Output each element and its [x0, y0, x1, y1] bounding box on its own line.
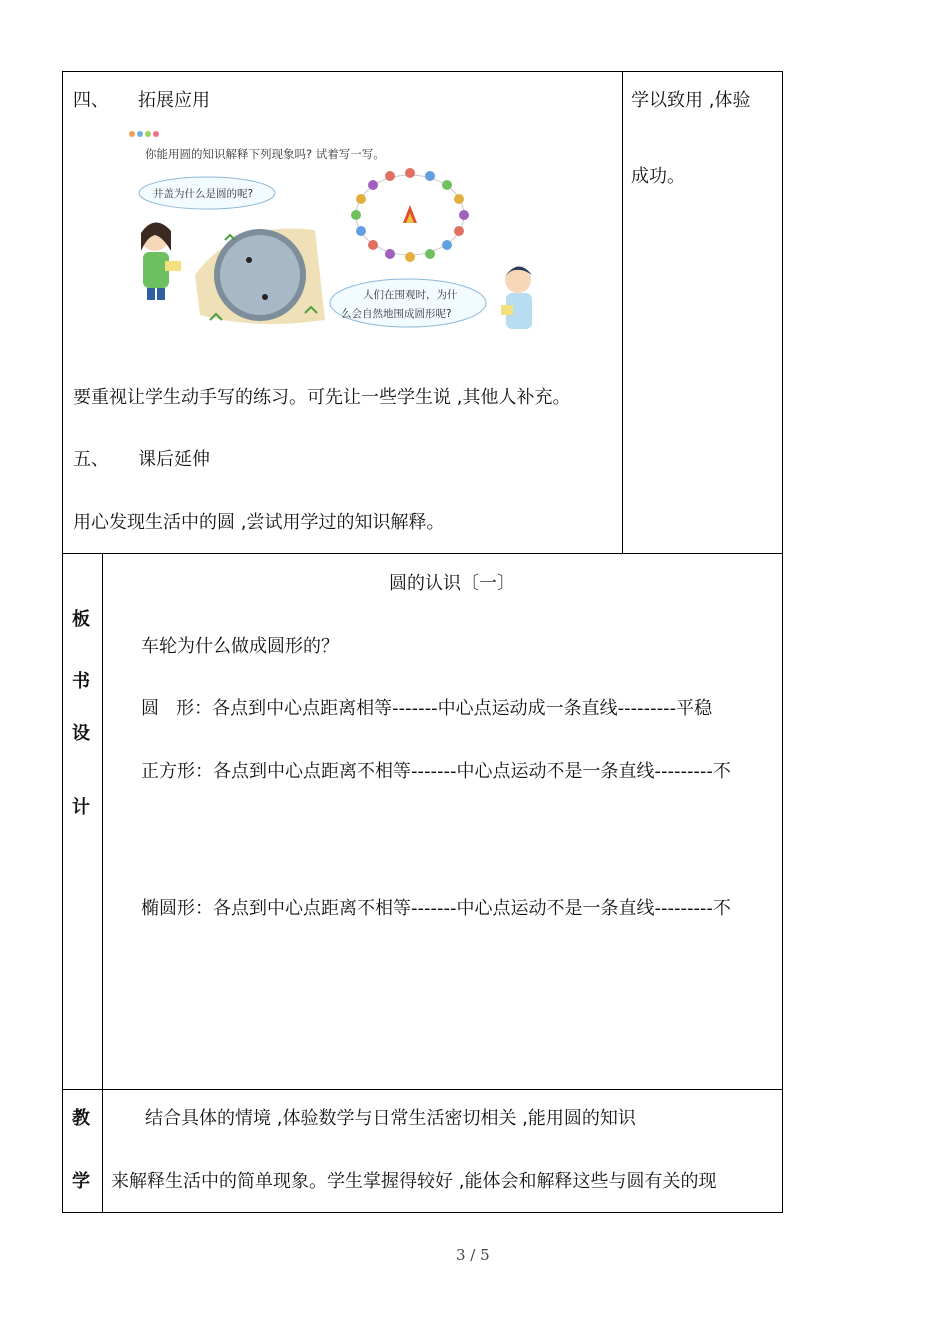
right-col-line1: 学以致用 ,体验 [631, 90, 751, 111]
page-number: 3 / 5 [456, 1246, 490, 1264]
section4-note: 要重视让学生动手写的练习。可先让一些学生说 ,其他人补充。 [73, 387, 571, 408]
illustration-prompt: 你能用圆的知识解释下列现象吗? 试着写一写。 [145, 147, 385, 161]
table-top-border [62, 71, 783, 72]
top-row-divider [622, 71, 623, 554]
reflection-line-1: 结合具体的情境 ,体验数学与日常生活密切相关 ,能用圆的知识 [145, 1108, 636, 1129]
section4-number: 四、 [73, 90, 109, 111]
table-bottom-border [62, 1212, 783, 1213]
board-label-char-1: 板 [72, 609, 90, 630]
illustration-graphic [125, 125, 545, 345]
reflection-label-char-2: 学 [72, 1171, 90, 1192]
reflection-line-2: 来解释生活中的简单现象。学生掌握得较好 ,能体会和解释这些与圆有关的现 [111, 1171, 717, 1192]
board-line-ellipse: 椭圆形：各点到中心点距离不相等-------中心点运动不是一条直线---------不 [141, 898, 731, 919]
bubble2-text-line1: 人们在围观时，为什 [363, 289, 458, 301]
label-column-divider [102, 553, 103, 1213]
reflection-label-char-1: 教 [72, 1108, 90, 1129]
boy-figure [501, 266, 532, 329]
right-col-line2: 成功。 [631, 166, 685, 187]
manhole-scene [195, 228, 325, 324]
board-label-char-2: 书 [72, 671, 90, 692]
section4-title: 拓展应用 [138, 90, 210, 111]
board-title: 圆的认识〔一〕 [389, 573, 515, 594]
board-label-char-3: 设 [72, 723, 90, 744]
bubble2-text-line2: 么会自然地围成圆形呢? [341, 308, 452, 320]
row-separator-1 [62, 553, 783, 554]
row-separator-2 [62, 1089, 783, 1090]
section5-title: 课后延伸 [138, 449, 210, 470]
section5-number: 五、 [73, 449, 109, 470]
board-line-square: 正方形：各点到中心点距离不相等-------中心点运动不是一条直线---------不 [141, 761, 731, 782]
table-right-border [782, 71, 783, 1213]
table-left-border [62, 71, 63, 1213]
board-line-circle: 圆 形：各点到中心点距离相等-------中心点运动成一条直线---------平稳 [141, 698, 713, 719]
section5-text: 用心发现生活中的圆 ,尝试用学过的知识解释。 [73, 512, 445, 533]
ring-of-people [351, 168, 469, 262]
board-label-char-4: 计 [72, 797, 90, 818]
textbook-illustration [125, 125, 545, 345]
bubble1-text: 井盖为什么是圆的呢? [153, 188, 254, 200]
board-question: 车轮为什么做成圆形的？ [141, 636, 339, 657]
girl-figure [141, 222, 181, 300]
